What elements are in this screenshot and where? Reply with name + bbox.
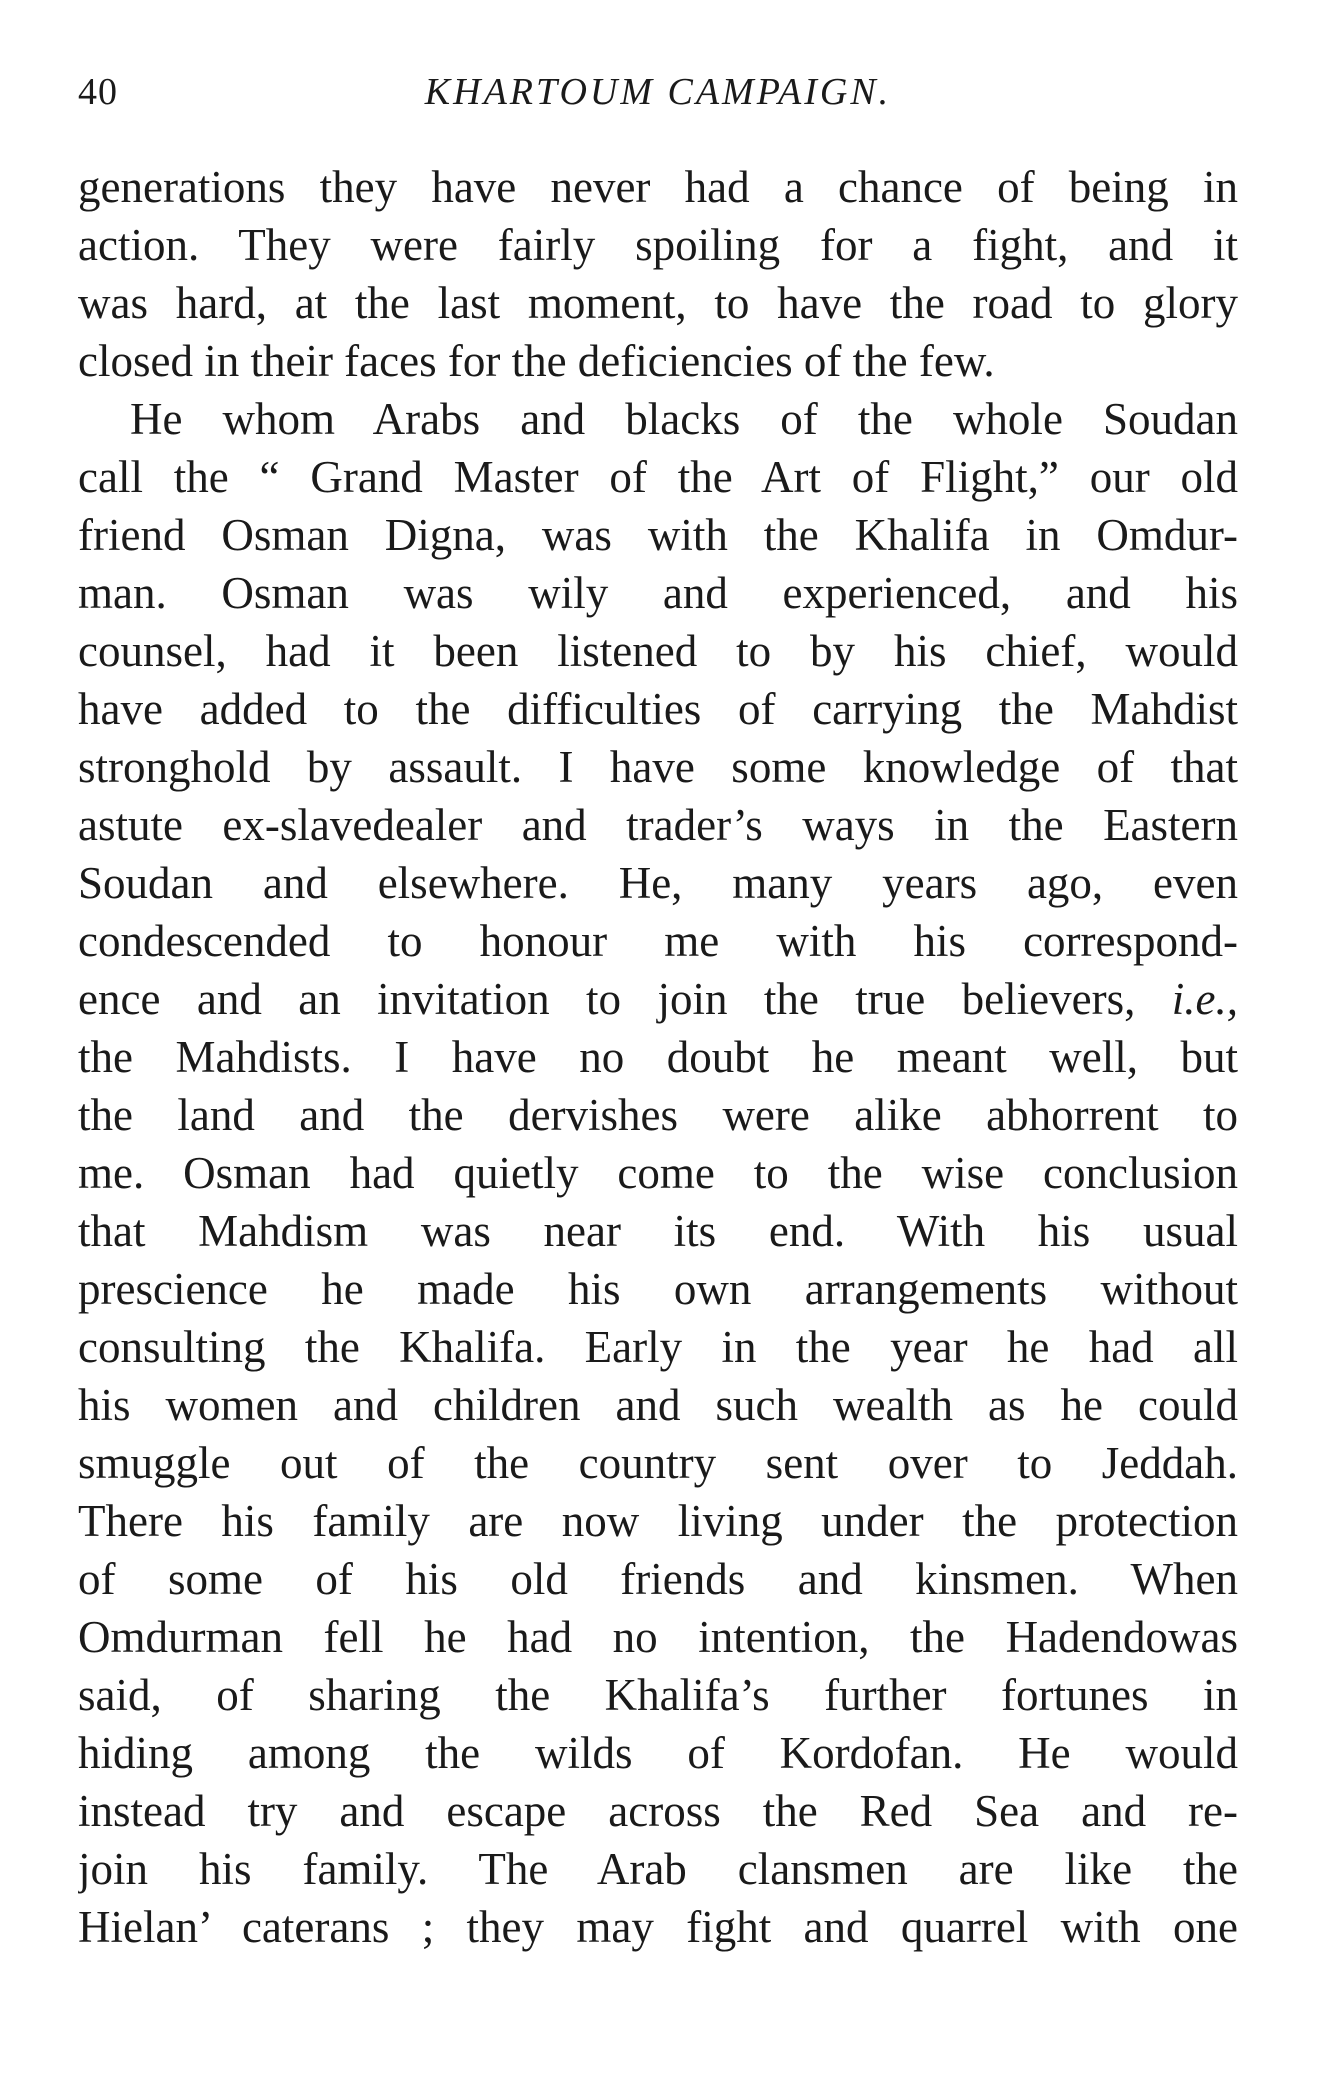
page-number: 40 bbox=[78, 71, 118, 113]
text-line: hiding among the wilds of Kordofan. He would bbox=[78, 1728, 1238, 1778]
text-line: his women and children and such wealth as he could bbox=[78, 1380, 1238, 1430]
body-text bbox=[78, 158, 1238, 1956]
text-line: have added to the difficulties of carrying the Mahdist bbox=[78, 684, 1238, 734]
text-line: condescended to honour me with his correspond- bbox=[78, 916, 1238, 966]
text-line: me. Osman had quietly come to the wise conclusion bbox=[78, 1148, 1238, 1198]
text-line: call the “ Grand Master of the Art of Flight,” our old bbox=[78, 452, 1238, 502]
text-line: counsel, had it been listened to by his chief, would bbox=[78, 626, 1238, 676]
text-line: of some of his old friends and kinsmen. When bbox=[78, 1554, 1238, 1604]
text-line: Hielan’ caterans ; they may fight and quarrel with one bbox=[78, 1902, 1238, 1952]
text-line: said, of sharing the Khalifa’s further fortunes in bbox=[78, 1670, 1238, 1720]
text-line: the Mahdists. I have no doubt he meant well, but bbox=[78, 1032, 1238, 1082]
paragraph-first-line: He whom Arabs and blacks of the whole Soudan bbox=[130, 394, 1238, 444]
text-line: consulting the Khalifa. Early in the year he had all bbox=[78, 1322, 1238, 1372]
text-line: friend Osman Digna, was with the Khalifa in Omdur- bbox=[78, 510, 1238, 560]
text-line: stronghold by assault. I have some knowledge of that bbox=[78, 742, 1238, 792]
text-line: man. Osman was wily and experienced, and his bbox=[78, 568, 1238, 618]
text-line: Soudan and elsewhere. He, many years ago, even bbox=[78, 858, 1238, 908]
text-line: prescience he made his own arrangements without bbox=[78, 1264, 1238, 1314]
text-line: that Mahdism was near its end. With his usual bbox=[78, 1206, 1238, 1256]
text-line: join his family. The Arab clansmen are like the bbox=[78, 1844, 1238, 1894]
page-header bbox=[78, 70, 1238, 130]
text-line: astute ex-slavedealer and trader’s ways in the Eastern bbox=[78, 800, 1238, 850]
italic-abbreviation: i.e., bbox=[1171, 974, 1238, 1024]
text-line: instead try and escape across the Red Sea and re- bbox=[78, 1786, 1238, 1836]
text-line: action. They were fairly spoiling for a fight, and it bbox=[78, 220, 1238, 270]
text-line: Omdurman fell he had no intention, the Hadendowas bbox=[78, 1612, 1238, 1662]
text-line: the land and the dervishes were alike abhorrent to bbox=[78, 1090, 1238, 1140]
text-line: ence and an invitation to join the true believers, i.e., bbox=[78, 974, 1238, 1024]
running-title: KHARTOUM CAMPAIGN. bbox=[424, 71, 892, 113]
text-line: was hard, at the last moment, to have the road to glory bbox=[78, 278, 1238, 328]
text-line: closed in their faces for the deficiencies of the few. bbox=[78, 336, 995, 386]
text-line: smuggle out of the country sent over to Jeddah. bbox=[78, 1438, 1238, 1488]
text-line: generations they have never had a chance of being in bbox=[78, 162, 1238, 212]
text-line: There his family are now living under the protection bbox=[78, 1496, 1238, 1546]
